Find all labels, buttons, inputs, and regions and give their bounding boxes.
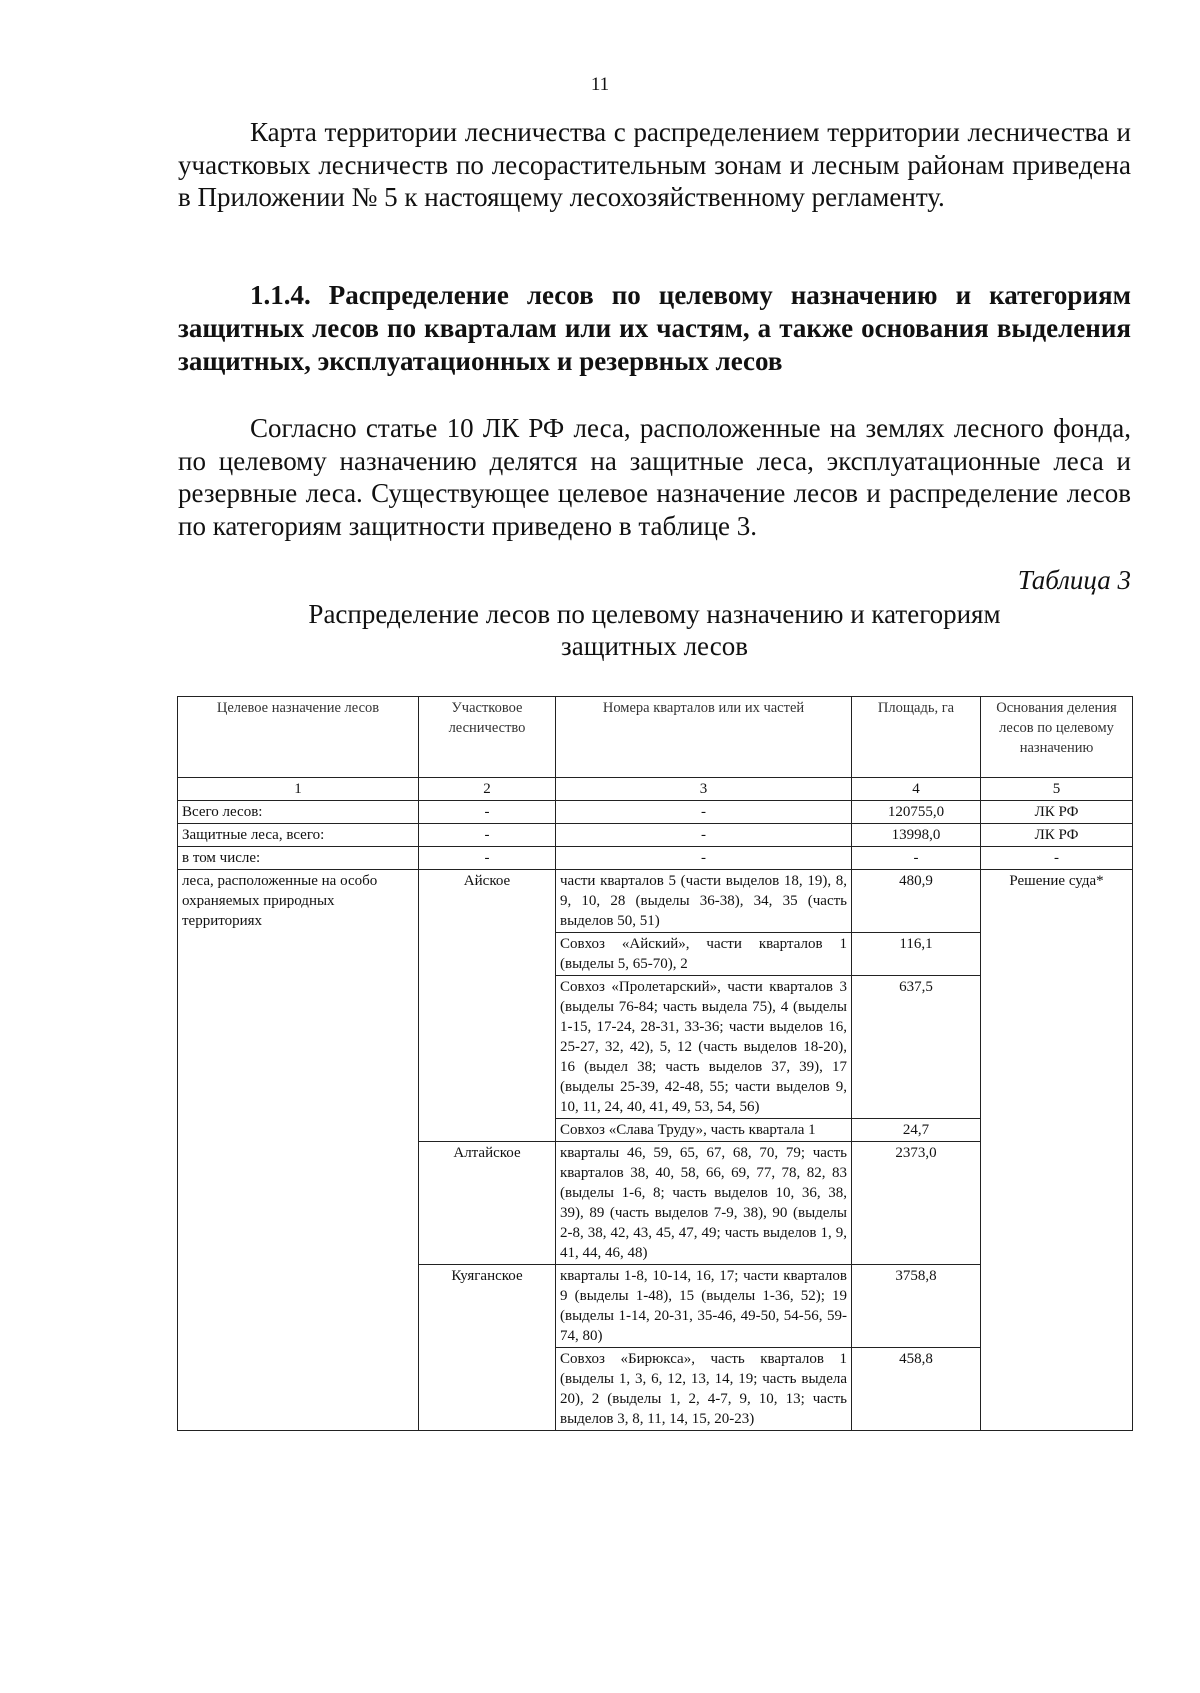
cell-purpose: Защитные леса, всего:	[178, 824, 419, 847]
header-quarters: Номера кварталов или их частей	[556, 697, 852, 778]
cell-quarters: -	[556, 801, 852, 824]
cell-quarters: Совхоз «Слава Труду», часть квартала 1	[556, 1119, 852, 1142]
forest-distribution-table	[177, 696, 1133, 1431]
cell-quarters: кварталы 46, 59, 65, 67, 68, 70, 79; часть кварталов 38, 40, 58, 66, 69, 77, 78, 82, 83 (выделы 1-6, 8; часть выделов 10, 36, 38, 39), 89 (часть выделов 7-9, 38), 90 (выделы 2-8, 38, 42, 43, 45, 47, 49; часть выделов 1, 9, 41, 44, 46, 48)	[556, 1142, 852, 1265]
cell-district: -	[419, 801, 556, 824]
table-row	[178, 801, 1133, 824]
table-row	[178, 824, 1133, 847]
cell-area: 120755,0	[852, 801, 981, 824]
column-number-row	[178, 778, 1133, 801]
table-title	[178, 598, 1131, 662]
header-district: Участковое лесничество	[419, 697, 556, 778]
cell-basis: -	[981, 847, 1133, 870]
cell-basis: ЛК РФ	[981, 824, 1133, 847]
section-heading-text: 1.1.4. Распределение лесов по целевому назначению и категориям защитных лесов по кварталам или их частям, а также основания выделения защитных, эксплуатационных и резервных лесов	[178, 280, 1131, 376]
column-number: 3	[556, 778, 852, 801]
column-number: 2	[419, 778, 556, 801]
cell-area: 458,8	[852, 1348, 981, 1431]
cell-district: -	[419, 847, 556, 870]
cell-district: Алтайское	[419, 1142, 556, 1265]
section-heading	[178, 279, 1131, 378]
table-row	[178, 847, 1133, 870]
paragraph-map-reference	[178, 116, 1131, 214]
table-title-line: защитных лесов	[561, 631, 748, 661]
cell-purpose: Всего лесов:	[178, 801, 419, 824]
cell-area: 24,7	[852, 1119, 981, 1142]
column-number: 5	[981, 778, 1133, 801]
cell-area: 637,5	[852, 976, 981, 1119]
cell-basis: Решение суда*	[981, 870, 1133, 1431]
cell-area: 480,9	[852, 870, 981, 933]
header-basis: Основания деления лесов по целевому назначению	[981, 697, 1133, 778]
cell-district: Айское	[419, 870, 556, 1142]
cell-quarters: -	[556, 847, 852, 870]
paragraph-text: Карта территории лесничества с распределением территории лесничества и участковых лесничеств по лесорастительным зонам и лесным районам приведена в Приложении № 5 к настоящему лесохозяйственному регламенту.	[178, 117, 1131, 212]
header-area: Площадь, га	[852, 697, 981, 778]
table-title-line: Распределение лесов по целевому назначению и категориям	[308, 599, 1001, 629]
cell-area: 2373,0	[852, 1142, 981, 1265]
cell-area: 13998,0	[852, 824, 981, 847]
cell-quarters: Совхоз «Бирюкса», часть кварталов 1 (выделы 1, 3, 6, 12, 13, 14, 19; часть выдела 20), 2 (выделы 1, 2, 4-7, 9, 10, 13; часть выделов 3, 8, 11, 14, 15, 20-23)	[556, 1348, 852, 1431]
cell-purpose: леса, расположенные на особо охраняемых природных территориях	[178, 870, 419, 1431]
paragraph-forest-purpose	[178, 412, 1131, 542]
cell-quarters: кварталы 1-8, 10-14, 16, 17; части кварталов 9 (выделы 1-48), 15 (выделы 1-36, 52); 19 (выделы 1-14, 20-31, 35-46, 49-50, 54-56, 59-74, 80)	[556, 1265, 852, 1348]
cell-area: 3758,8	[852, 1265, 981, 1348]
cell-quarters: части кварталов 5 (части выделов 18, 19), 8, 9, 10, 28 (выделы 36-38), 34, 35 (часть выделов 50, 51)	[556, 870, 852, 933]
cell-area: 116,1	[852, 933, 981, 976]
cell-area: -	[852, 847, 981, 870]
column-number: 1	[178, 778, 419, 801]
header-purpose: Целевое назначение лесов	[178, 697, 419, 778]
table-header-row	[178, 697, 1133, 778]
cell-quarters: -	[556, 824, 852, 847]
table-label: Таблица 3	[1017, 565, 1131, 595]
cell-quarters: Совхоз «Айский», части кварталов 1 (выделы 5, 65-70), 2	[556, 933, 852, 976]
column-number: 4	[852, 778, 981, 801]
cell-basis: ЛК РФ	[981, 801, 1133, 824]
page-number: 11	[590, 74, 610, 95]
cell-quarters: Совхоз «Пролетарский», части кварталов 3 (выделы 76-84; часть выдела 75), 4 (выделы 1-15, 17-24, 28-31, 33-36; части выделов 16, 25-27, 32, 42), 5, 12 (часть выделов 18-20), 16 (выдел 38; часть выделов 37, 39), 17 (выделы 25-39, 42-48, 55; части выделов 9, 10, 11, 24, 40, 41, 49, 53, 54, 56)	[556, 976, 852, 1119]
cell-district: Куяганское	[419, 1265, 556, 1431]
table-row	[178, 870, 1133, 933]
cell-purpose: в том числе:	[178, 847, 419, 870]
cell-district: -	[419, 824, 556, 847]
paragraph-text: Согласно статье 10 ЛК РФ леса, расположенные на землях лесного фонда, по целевому назначению делятся на защитные леса, эксплуатационные леса и резервные леса. Существующее целевое назначение лесов и распределение лесов по категориям защитности приведено в таблице 3.	[178, 413, 1131, 541]
